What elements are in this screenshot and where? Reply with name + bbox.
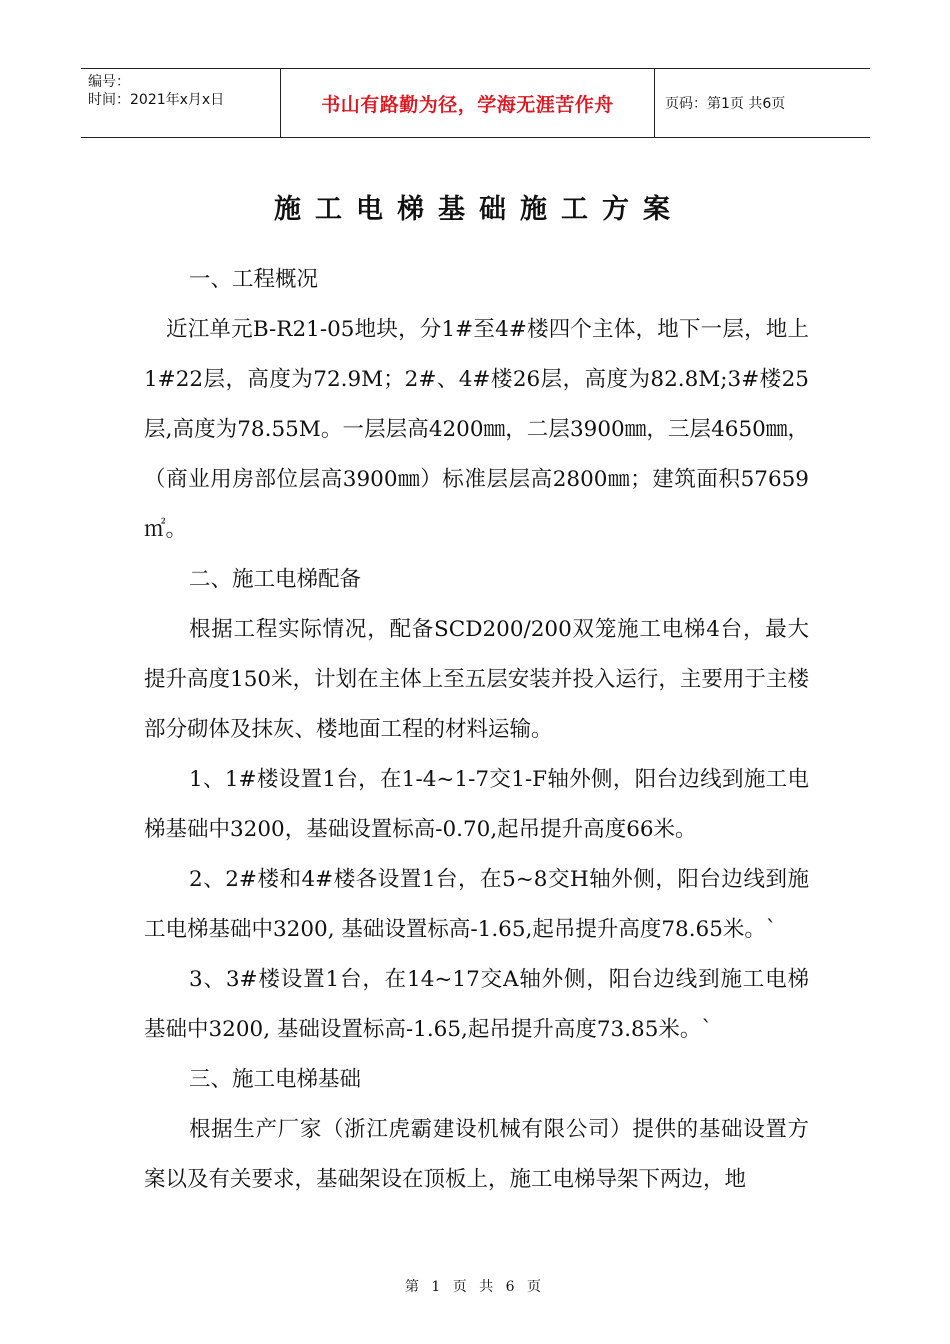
section-heading-elevator-foundation: 三、施工电梯基础	[189, 1067, 362, 1092]
document-body	[144, 255, 809, 1205]
header-page-info	[655, 69, 870, 137]
page-footer: 第 1 页 共 6 页	[404, 1279, 546, 1295]
time-label: 时间：2021年x月x日	[88, 92, 225, 108]
paragraph-building-2-4: 2、2#楼和4#楼各设置1台，在5~8交H轴外侧，阳台边线到施工电梯基础中3200, 基础设置标高-1.65,起吊提升高度78.65米。`	[144, 867, 809, 942]
document-title: 施工电梯基础施工方案	[274, 194, 684, 225]
section-heading-elevator-equipment: 二、施工电梯配备	[189, 567, 362, 592]
header-meta	[81, 69, 281, 137]
paragraph-building-1: 1、1#楼设置1台，在1-4~1-7交1-F轴外侧，阳台边线到施工电梯基础中3200，基础设置标高-0.70,起吊提升高度66米。	[144, 767, 809, 842]
header-motto-cell	[281, 69, 655, 137]
paragraph-overview: 近江单元B-R21-05地块，分1#至4#楼四个主体，地下一层，地上1#22层，高度为72.9M；2#、4#楼26层，高度为82.8M;3#楼25层,高度为78.55M。一层层高4200㎜，二层3900㎜，三层4650㎜，（商业用房部位层高3900㎜）标准层层高2800㎜；建筑面积57659㎡。	[144, 317, 809, 542]
number-label: 编号：	[88, 74, 130, 90]
page-header	[81, 68, 870, 138]
motto-text: 书山有路勤为径，学海无涯苦作舟	[321, 93, 614, 116]
paragraph-foundation: 根据生产厂家（浙江虎霸建设机械有限公司）提供的基础设置方案以及有关要求，基础架设在顶板上，施工电梯导架下两边，地	[144, 1117, 809, 1192]
paragraph-equipment: 根据工程实际情况，配备SCD200/200双笼施工电梯4台，最大提升高度150米，计划在主体上至五层安装并投入运行，主要用于主楼部分砌体及抹灰、楼地面工程的材料运输。	[144, 617, 809, 742]
section-heading-overview: 一、工程概况	[189, 267, 319, 292]
page-info-text: 页码：第1页 共6页	[665, 96, 786, 112]
paragraph-building-3: 3、3#楼设置1台，在14~17交A轴外侧，阳台边线到施工电梯基础中3200, 基础设置标高-1.65,起吊提升高度73.85米。`	[144, 967, 809, 1042]
